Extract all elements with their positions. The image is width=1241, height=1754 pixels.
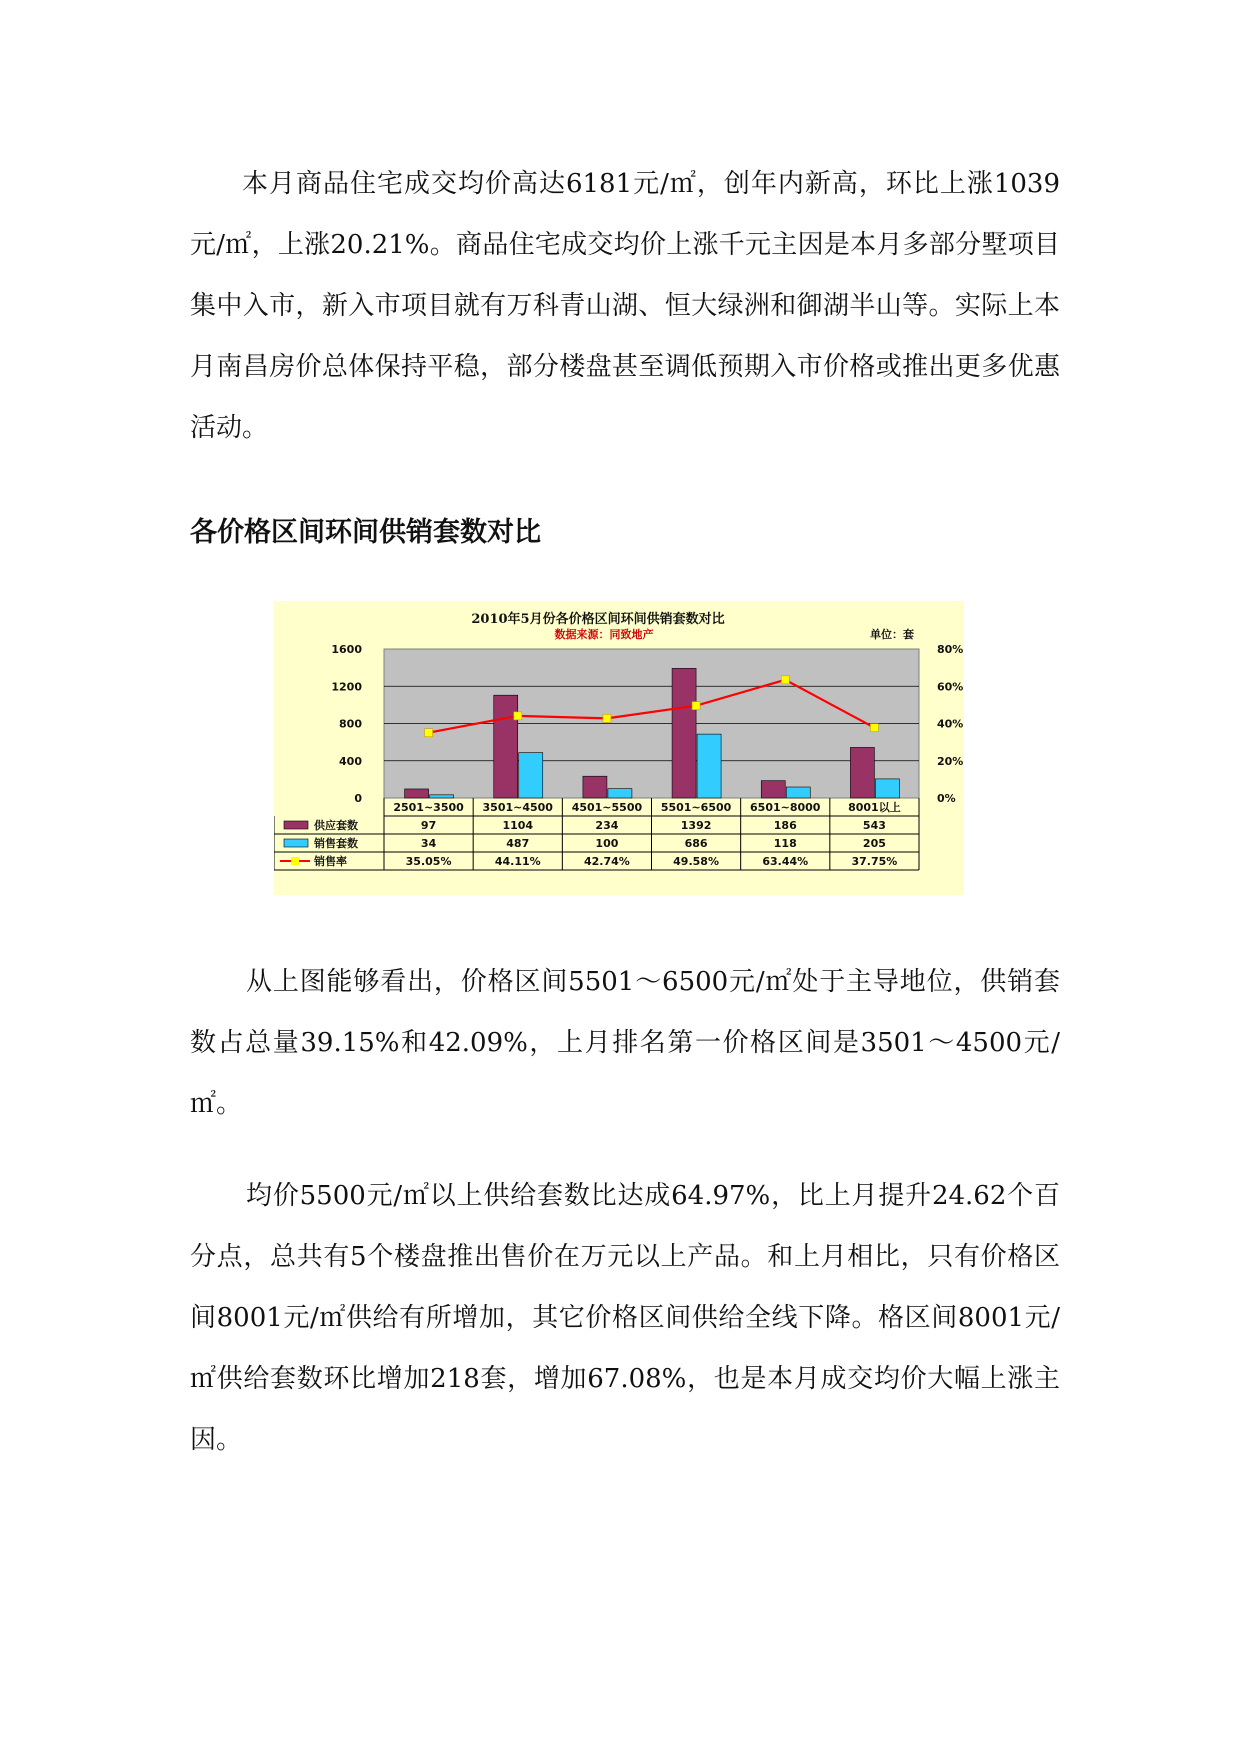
y-tick-right: 60% [937,680,964,694]
chart-source: 数据来源：同致地产 [554,628,654,641]
table-cell: 686 [684,837,708,850]
bar-sales [519,753,543,798]
bar-supply [494,695,518,798]
paragraph-supply: 均价5500元/㎡以上供给套数比达成64.97%，比上月提升24.62个百分点，总共有5个楼盘推出售价在万元以上产品。和上月相比，只有价格区间8001元/㎡供给有所增加，其它价格区间供给全线下降。格区间8001元/㎡供给套数环比增加218套，增加67.08%，也是本月成交均价大幅上涨主因。 [190,1181,1060,1455]
point-sales-rate [603,714,611,722]
bar-supply [405,789,429,798]
table-cell: 44.11% [494,855,541,868]
table-cell: 1392 [680,819,712,832]
bar-sales [786,787,810,798]
bar-sales [697,734,721,798]
x-tick-label: 4501~5500 [571,801,643,814]
legend-label: 销售率 [314,855,347,868]
y-tick-left: 400 [339,754,362,768]
table-cell: 234 [595,819,619,832]
y-tick-left: 0 [354,792,362,805]
table-cell: 49.58% [673,855,719,868]
bar-sales [608,789,632,798]
x-tick-label: 8001以上 [848,801,901,814]
y-tick-left: 800 [339,717,362,731]
x-tick-label: 2501~3500 [393,801,464,814]
table-cell: 205 [862,837,886,850]
point-sales-rate [870,724,878,732]
table-cell: 487 [506,837,530,850]
table-cell: 97 [420,819,437,832]
bar-supply [672,668,696,798]
y-tick-left: 1200 [331,680,362,694]
y-tick-right: 80% [937,643,964,656]
table-cell: 186 [773,819,797,832]
x-tick-label: 5501~6500 [660,801,732,814]
legend-label: 销售套数 [314,837,358,850]
point-sales-rate [692,702,700,710]
bar-supply [583,776,607,798]
legend-label: 供应套数 [314,819,358,832]
paragraph-analysis: 从上图能够看出，价格区间5501～6500元/㎡处于主导地位，供销套数占总量39.15%和42.09%，上月排名第一价格区间是3501～4500元/㎡。 [190,967,1060,1119]
x-tick-label: 6501~8000 [750,801,821,814]
legend-swatch [284,839,308,847]
y-tick-left: 1600 [331,643,362,656]
y-tick-right: 20% [937,754,964,768]
y-tick-right: 40% [937,717,964,731]
supply-sales-chart [274,601,964,895]
plot-area [331,643,963,805]
y-tick-right: 0% [937,792,956,805]
bar-supply [761,781,785,798]
table-cell: 118 [773,837,797,850]
table-cell: 1104 [502,819,534,832]
table-cell: 543 [862,819,886,832]
bar-sales [430,795,454,798]
bar-supply [850,747,874,798]
legend-swatch [284,821,308,829]
x-tick-label: 3501~4500 [482,801,553,814]
table-cell: 35.05% [405,855,452,868]
table-cell: 34 [420,837,437,850]
chart-unit: 单位：套 [870,628,914,641]
point-sales-rate [514,712,522,720]
paragraph-intro: 本月商品住宅成交均价高达6181元/㎡，创年内新高，环比上涨1039元/㎡，上涨20.21%。商品住宅成交均价上涨千元主因是本月多部分墅项目集中入市，新入市项目就有万科青山湖、恒大绿洲和御湖半山等。实际上本月南昌房价总体保持平稳，部分楼盘甚至调低预期入市价格或推出更多优惠活动。 [190,169,1060,443]
point-sales-rate [781,676,789,684]
legend-marker [291,857,299,865]
bar-sales [875,779,899,798]
table-cell: 100 [595,837,619,850]
table-cell: 42.74% [584,855,630,868]
chart-title: 2010年5月份各价格区间环间供销套数对比 [471,612,725,627]
table-cell: 63.44% [762,855,809,868]
table-cell: 37.75% [851,855,898,868]
point-sales-rate [425,729,433,737]
section-heading: 各价格区间环间供销套数对比 [190,517,541,548]
